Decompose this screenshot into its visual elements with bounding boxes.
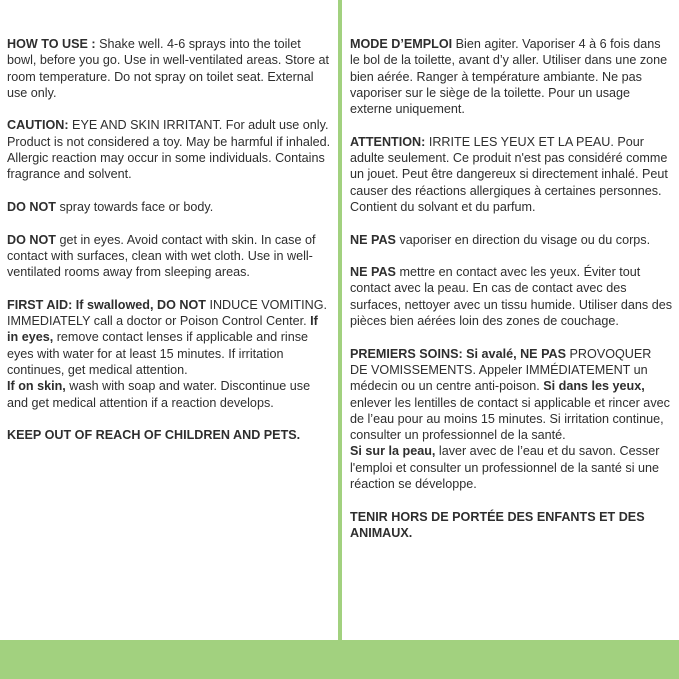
caution-heading: CAUTION:: [7, 118, 69, 133]
mode-emploi-section: [350, 36, 672, 117]
attention-section: [350, 134, 672, 215]
french-column: [350, 36, 672, 558]
how-to-use-text: Shake well. 4-6 sprays into the toilet bowl, before you go. Use in well-ventilated areas. Store at room temperature. Do not spray on toilet seat. External use only.: [7, 37, 330, 100]
mode-emploi-text: Bien agiter. Vaporiser 4 à 6 fois dans le bol de la toilette, avant d’y aller. Utiliser dans une zone bien aérée. Ranger à température ambiante. Ne pas vaporiser sur le siège de la toilette. Pour un usage externe uniquement.: [350, 37, 668, 117]
first-aid-swallow-text: INDUCE VOMITING. IMMEDIATELY call a doctor or Poison Control Center.: [7, 297, 327, 329]
ne-pas-vaporiser-section: [350, 232, 672, 248]
premiers-soins-avale-text: PROVOQUER DE VOMISSEMENTS. Appeler IMMÉDIATEMENT un médecin ou un centre anti-poison.: [350, 346, 652, 394]
first-aid-heading: FIRST AID: If swallowed, DO NOT: [7, 297, 206, 312]
premiers-soins-section: [350, 346, 672, 493]
first-aid-skin-label: If on skin,: [7, 379, 66, 394]
attention-text: IRRITE LES YEUX ET LA PEAU. Pour adulte seulement. Ce produit n'est pas considéré comme un jouet. Peut être dangereux si directement inhalé. Peut causer des réactions allergiques à certaines personnes. Contient du solvant et du parfum.: [350, 134, 668, 214]
attention-heading: ATTENTION:: [350, 134, 426, 149]
ne-pas-heading: NE PAS: [350, 265, 396, 280]
ne-pas-yeux-text: mettre en contact avec les yeux. Éviter tout contact avec la peau. En cas de contact avec des surfaces, nettoyer avec un tissu humide. Utiliser dans des pièces bien aérées loin des zones de couchage.: [350, 265, 672, 329]
do-not-heading: DO NOT: [7, 232, 56, 247]
first-aid-eyes-label: If in eyes,: [7, 314, 318, 345]
column-divider: [338, 0, 342, 640]
tenir-hors-section: [350, 509, 672, 542]
premiers-soins-yeux-text: enlever les lentilles de contact si applicable et rincer avec de l’eau pour au moins 15 minutes. Si irritation continue, consulter un professionnel de la santé.: [350, 395, 670, 443]
how-to-use-section: [7, 36, 331, 101]
do-not-heading: DO NOT: [7, 199, 56, 214]
ne-pas-vaporiser-text: vaporiser en direction du visage ou du corps.: [395, 232, 651, 247]
first-aid-section: [7, 297, 331, 411]
do-not-eyes-text: get in eyes. Avoid contact with skin. In case of contact with surfaces, clean with wet cloth. Use in well-ventilated rooms away from sleeping areas.: [7, 232, 316, 280]
premiers-soins-yeux-label: Si dans les yeux,: [543, 379, 645, 394]
premiers-soins-peau-text: laver avec de l’eau et du savon. Cesser l'emploi et consulter un professionnel de la santé si une réaction se développe.: [350, 444, 660, 492]
caution-section: [7, 117, 331, 182]
premiers-soins-peau-label: Si sur la peau,: [350, 444, 436, 459]
premiers-soins-heading: PREMIERS SOINS: Si avalé, NE PAS: [350, 346, 567, 361]
caution-text: EYE AND SKIN IRRITANT. For adult use only. Product is not considered a toy. May be harmful if inhaled. Allergic reaction may occur in some individuals. Contains fragrance and solvent.: [7, 118, 331, 182]
keep-out-section: [7, 427, 331, 443]
first-aid-skin-text: wash with soap and water. Discontinue use and get medical attention if a reaction develops.: [7, 379, 311, 410]
keep-out-warning: KEEP OUT OF REACH OF CHILDREN AND PETS.: [7, 428, 301, 443]
do-not-eyes-section: [7, 232, 331, 281]
do-not-spray-text: spray towards face or body.: [55, 199, 214, 214]
mode-emploi-heading: MODE D’EMPLOI: [350, 37, 453, 51]
footer-band: [0, 640, 679, 679]
do-not-spray-section: [7, 199, 331, 215]
ne-pas-heading: NE PAS: [350, 232, 396, 247]
first-aid-eyes-text: remove contact lenses if applicable and rinse eyes with water for at least 15 minutes. If irritation continues, get medical attention.: [7, 330, 309, 377]
how-to-use-heading: HOW TO USE :: [7, 37, 96, 51]
ne-pas-yeux-section: [350, 264, 672, 329]
tenir-hors-warning: TENIR HORS DE PORTÉE DES ENFANTS ET DES ANIMAUX.: [350, 509, 645, 540]
english-column: [7, 36, 331, 460]
